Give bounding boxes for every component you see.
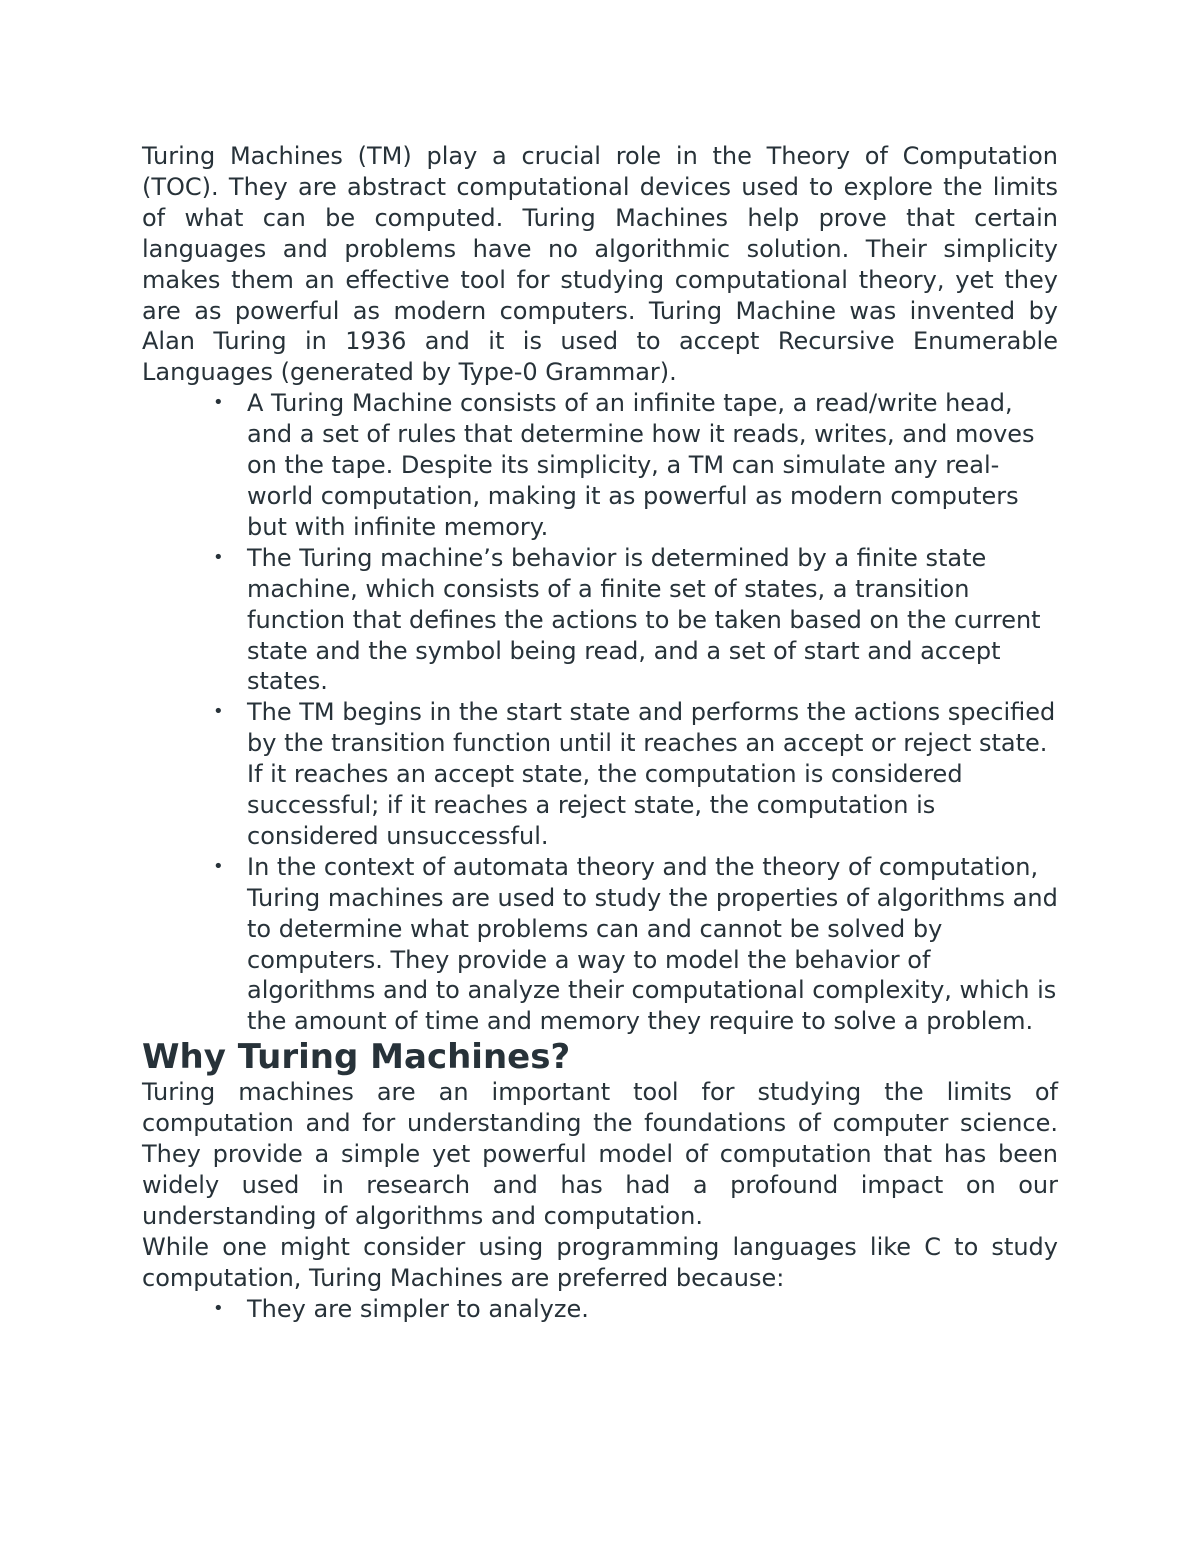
why-bullet-list bbox=[142, 1294, 1058, 1325]
bullet-icon: • bbox=[213, 546, 224, 568]
bullet-icon: • bbox=[213, 1297, 224, 1319]
intro-paragraph: Turing Machines (TM) play a crucial role in the Theory of Computation (TOC). They are abstract computational devices used to explore the limits of what can be computed. Turing Machines help prove that certain languages and problems have no algorithmic solution. Their simplicity makes them an effective tool for studying computational theory, yet they are as powerful as modern computers. Turing Machine was invented by Alan Turing in 1936 and it is used to accept Recursive Enumerable Languages (generated by Type-0 Grammar). bbox=[142, 142, 1058, 387]
section-heading: Why Turing Machines? bbox=[142, 1037, 571, 1078]
list-item-text: The Turing machine’s behavior is determined by a finite state machine, which consists of a finite set of states, a transition function that defines the actions to be taken based on the current state and the symbol being read, and a set of start and accept states. bbox=[247, 543, 1041, 696]
why-paragraph: Turing machines are an important tool for studying the limits of computation and for understanding the foundations of computer science. They provide a simple yet powerful model of computation that has been widely used in research and has had a profound impact on our understanding of algorithms and computation. bbox=[142, 1078, 1058, 1230]
list-item bbox=[213, 543, 1058, 698]
why-paragraph-2: While one might consider using programming languages like C to study computation, Turing Machines are preferred because: bbox=[142, 1232, 1058, 1292]
list-item bbox=[213, 388, 1058, 543]
intro-bullet-list bbox=[142, 388, 1058, 1037]
list-item bbox=[213, 852, 1058, 1037]
bullet-icon: • bbox=[213, 701, 224, 723]
list-item-text: A Turing Machine consists of an infinite tape, a read/write head, and a set of rules that determine how it reads, writes, and moves on the tape. Despite its simplicity, a TM can simulate any real-world computation, making it as powerful as modern computers but with infinite memory. bbox=[247, 389, 1035, 541]
bullet-icon: • bbox=[213, 855, 224, 877]
list-item bbox=[213, 697, 1058, 852]
list-item-text: They are simpler to analyze. bbox=[247, 1294, 589, 1323]
document-page bbox=[142, 141, 1058, 1325]
list-item-text: In the context of automata theory and the theory of computation, Turing machines are used to study the properties of algorithms and to determine what problems can and cannot be solved by computers. They provide a way to model the behavior of algorithms and to analyze their computational complexity, which is the amount of time and memory they require to solve a problem. bbox=[247, 852, 1058, 1036]
list-item-text: The TM begins in the start state and performs the actions specified by the transition function until it reaches an accept or reject state. If it reaches an accept state, the computation is considered successful; if it reaches a reject state, the computation is considered unsuccessful. bbox=[247, 698, 1056, 850]
list-item bbox=[213, 1294, 1058, 1325]
bullet-icon: • bbox=[213, 392, 224, 414]
